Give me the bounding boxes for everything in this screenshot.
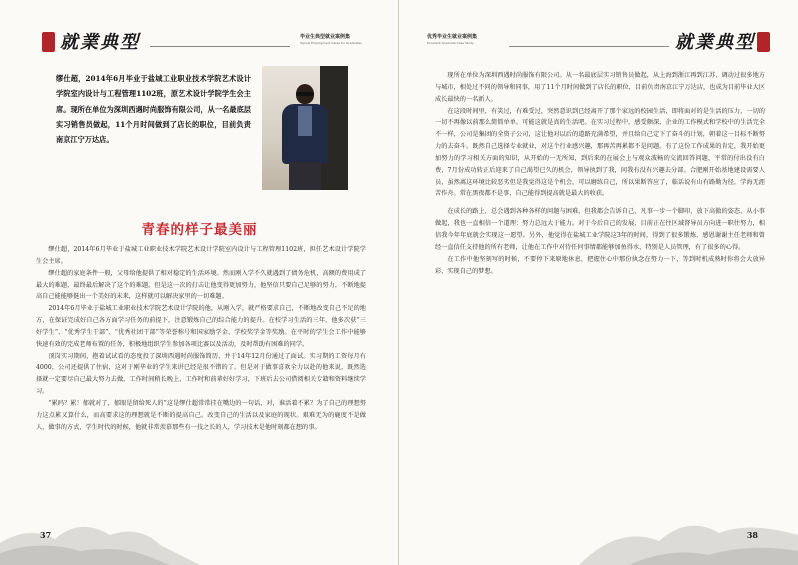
paragraph: 缪仕超的家庭条件一般，父母给他提供了相对稳定的生活环境。然而刚入学不久就遇到了债务危机，高额的费用成了最大的难题，最终最后解决了这个的难题。但是这一次的打击让他变得更加努力，他坚信只要自己足够的努力，不断地提高自己能能够挺出一个美好的未来，这样就可以解决家里的一切难题。: [36, 269, 366, 301]
paragraph: 现所在单位为深圳西遇时尚服饰有限公司。从一名最底层实习销售员做起，从上海到浙江再到江苏，调动过很多地方与城市，相处过不同的领导和同事，用了11个月时间做到了店长的职位，目前负责南京江宁万达店，也成为目前毕业大区成长最快的一名新人。: [435, 72, 765, 103]
page-number-left: 37: [40, 530, 52, 540]
header-title: 就業典型: [675, 32, 755, 53]
ink-landscape-decoration: [399, 495, 798, 565]
header-subtitle: 毕业生典型就业案例集: [300, 34, 351, 40]
article-body-right: [435, 70, 765, 277]
paragraph: 顶岗实习期间，抱着试试看的态度投了深圳西遇时尚服饰简历，并于14年12月份通过了面试。实习期的工资每月有4000，公司还提供了住宿，这对于刚毕业的学生来讲已经是很不错的了。但是对于做事喜欢全力以赴的他来说，既然选择就一定要尽自己最大努力去做，工作时间稍长晚上，工作时和前辈好好学习，下班后去公司借阅相关专籍和资料继续学习。: [36, 352, 366, 396]
right-page: [399, 0, 798, 565]
header-subtitle: 优秀毕业生就业案例集: [427, 34, 478, 40]
paragraph: 在工作中他坚刻写的时候，不要停下来原地休息，把握住心中那份执念在努力一下，等到时机成熟时你将会大放异彩，实现自己的梦想。: [435, 255, 765, 275]
paragraph: “累吗？累！郁就对了，郁眼是留给死人的”这是缪仕超常常挂在嘴边的一句话，对，谁活着不累？为了自己的理想努力这点累又算什么，而高要求这的理想就是不断的提高自己。改变自己的生活以及家庭的现状。艰难无为的鹿度不是做人，做事的方式，学生时代的时候，他就非常羡慕那些有一技之长的人，学习技术是他时刻都在想的事。: [36, 399, 366, 431]
header-subtitle-en: Typical Employment Cases for Graduates: [300, 41, 362, 45]
paragraph: 2014年6月毕业于盐城工业职业技术学院艺术设计学院的他，从刚入学，就严格要求自己，不断地改变自己不足的地方，在保证完成好自己各方面学习任务的前提下，注意锻炼自己的综合能力的提升。在校学习生活的三年，他多次获“三好学生”、“优秀学生干部”、“优秀社团干部”等荣誉称号和国家励学金、学校奖学金等奖励。在平时的学生会工作中能够快速有效的完成老师布置的任务，积极地组织学生参加各项比赛以及活动，及时帮助有困难的同学。: [36, 305, 366, 348]
paragraph: 缪仕超，2014年6月毕业于盐城工业职业技术学院艺术设计学院室内设计与工程管理1102班，担任艺术设计学院学生会主席。: [36, 246, 366, 265]
article-headline: 青春的样子最美丽: [141, 222, 258, 238]
header-rule: [509, 46, 669, 47]
header-subtitle-en: Excellent Graduate Case Study: [427, 41, 474, 45]
profile-photo: [262, 66, 348, 190]
seal-stamp: [757, 32, 770, 52]
article-body-left: [36, 244, 366, 434]
header-rule: [150, 46, 290, 47]
paragraph: 在成长的路上，总会遇到各种各样的问题与困难，但我都会告诉自己，凡事一步一个脚印，放下高傲的姿态，从小事做起，我也一直相信一个道理：努力总远大于能力。对于今后自己的发展，目前正在往区域督导员方向进一职往努力，相信我今年年底就会实现这一愿望。另外，他觉得在盐城工业学院这3年的时间，得到了很多锻炼，感恩谢谢主任老师和曾经一直信任支持他的所有老师，让他在工作中对待任何事情都能够加鱼得水，特别是人员管理，有了很多的心得。: [435, 208, 765, 251]
paragraph: 在这段时间里，有笑过，有难受过，突然意识到已经离开了那个家远的校园生活，即将面对的是生活的压力，一切的一切不再像以前那么简简单单，可能这就是真的生活吧。在实习过程中，感受颇深，企业的工作模式和学校中的生活完全不一样，公司是集团的全资子公司，这让他对以后的道路充满希望，并且给自己定下了奋斗的计划，朝着这一目标不断努力的去奋斗。既然自己选择专业就业，对这个行业感兴趣，那再苦再累都不是问题。有了这份工作成果的肯定，我开始更加努力的学习相关方面的知识，从开始的一无所知，到后来的在展会上与观众波畅的交流回答问题，平常的付出没有白费，7月份成功转正后迎来了自己渴望已久的机会，领导执到了我，问我有没有兴趣去分部。合肥刚开始基地建设需要人员，虽然离这环境比较恶劣但是我觉得这是个机会，可以磨练自己，所以果断答应了，临话说有山有路勤为径，学海无涯苦作舟。常在黑夜都不是事，自己能得到提高就是最大的收获。: [435, 107, 765, 198]
profile-intro: 缪仕超，2014年6月毕业于盐城工业职业技术学院艺术设计学院室内设计与工程管理1102班，原艺术设计学院学生会主席。现所在单位为深圳西遇时尚服饰有限公司，从一名最底层实习销售员做起，11个月时间做到了店长的职位，目前负责南京江宁万达店。: [56, 74, 251, 145]
seal-stamp: [42, 32, 55, 52]
header-title: 就業典型: [60, 32, 140, 53]
page-number-right: 38: [746, 530, 758, 540]
ink-landscape-decoration: [0, 495, 399, 565]
